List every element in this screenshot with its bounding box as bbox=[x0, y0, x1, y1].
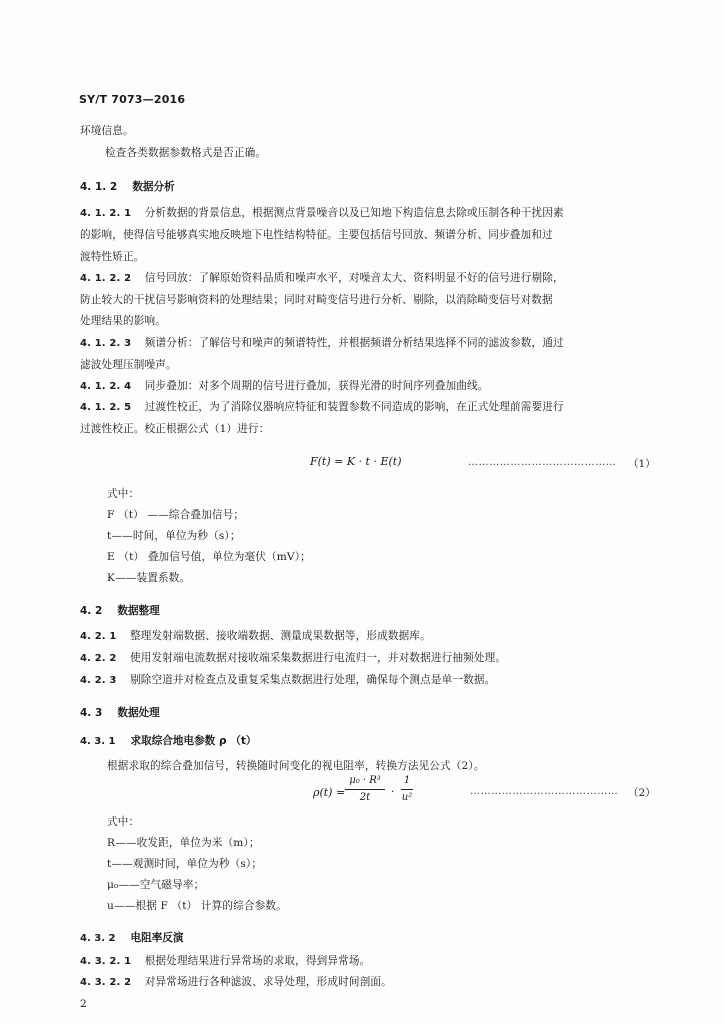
clause-text: 整理发射端数据、接收端数据、测量成果数据等，形成数据库。 bbox=[130, 630, 431, 642]
paragraph-line: 环境信息。 bbox=[80, 125, 134, 137]
fraction-numerator: μ₀ · R³ bbox=[349, 775, 381, 786]
fraction-denominator: u² bbox=[401, 792, 413, 803]
clause-4-1-2-4 bbox=[80, 378, 489, 393]
symbol-definition: t——观测时间，单位为秒（s）； bbox=[107, 858, 263, 870]
clause-4-1-2-1 bbox=[80, 205, 564, 220]
paragraph-line: 根据求取的综合叠加信号，转换随时间变化的视电阻率，转换方法见公式（2）。 bbox=[107, 760, 485, 772]
clause-4-2-2 bbox=[80, 650, 506, 665]
section-title: 数据整理 bbox=[117, 605, 160, 617]
clause-number: 4. 1. 2. 1 bbox=[80, 208, 132, 219]
standard-code: SY/T 7073—2016 bbox=[79, 93, 186, 106]
symbol-definition: E （t） 叠加信号值，单位为毫伏（mV）； bbox=[107, 551, 311, 563]
paragraph-line: 过渡性校正。校正根据公式（1）进行： bbox=[80, 423, 270, 435]
section-number: 4. 1. 2 bbox=[80, 181, 118, 193]
clause-number: 4. 2. 1 bbox=[80, 631, 117, 642]
paragraph-line: 防止较大的干扰信号影响资料的处理结果；同时对畸变信号进行分析、剔除，以消除畸变信号对数据 bbox=[80, 294, 553, 306]
fraction-bar bbox=[401, 789, 413, 790]
equation-lhs: ρ(t) = bbox=[313, 786, 346, 799]
fraction-denominator: 2t bbox=[359, 792, 371, 803]
section-number: 4. 3. 1 bbox=[80, 736, 116, 747]
clause-4-1-2-5 bbox=[80, 399, 564, 414]
clause-4-1-2-3 bbox=[80, 335, 564, 350]
section-title: 数据分析 bbox=[132, 181, 175, 193]
equation-number: （2） bbox=[628, 787, 656, 799]
clause-number: 4. 2. 2 bbox=[80, 653, 117, 664]
clause-number: 4. 1. 2. 3 bbox=[80, 338, 132, 349]
symbol-definition: t——时间，单位为秒（s）； bbox=[107, 530, 241, 542]
fraction-numerator: 1 bbox=[403, 775, 411, 786]
clause-text: 信号回放：了解原始资料品质和噪声水平，对噪音太大、资料明显不好的信号进行剔除， bbox=[144, 272, 564, 284]
fraction-bar bbox=[345, 789, 385, 790]
clause-number: 4. 1. 2. 4 bbox=[80, 381, 132, 392]
symbol-definition: μ₀——空气磁导率； bbox=[107, 879, 205, 891]
symbol-definition: K——装置系数。 bbox=[107, 572, 191, 584]
clause-text: 频谱分析：了解信号和噪声的频谱特性，并根据频谱分析结果选择不同的滤波参数，通过 bbox=[144, 337, 564, 349]
clause-4-2-1 bbox=[80, 628, 431, 643]
equation-number: （1） bbox=[628, 458, 656, 470]
clause-number: 4. 3. 2. 1 bbox=[80, 956, 132, 967]
equation-1: F(t) = K · t · E(t) bbox=[310, 455, 402, 468]
paragraph-line: 处理结果的影响。 bbox=[80, 315, 166, 327]
clause-number: 4. 3. 2. 2 bbox=[80, 977, 132, 988]
clause-text: 对异常场进行各种滤波、求导处理，形成时间剖面。 bbox=[144, 976, 392, 988]
clause-4-1-2-2 bbox=[80, 270, 564, 285]
section-number: 4. 2 bbox=[80, 605, 103, 617]
equation-leader: …………………………………… bbox=[470, 786, 619, 797]
symbol-definition: F （t） ——综合叠加信号； bbox=[107, 509, 245, 521]
clause-text: 使用发射端电流数据对接收端采集数据进行电流归一，并对数据进行抽频处理。 bbox=[130, 652, 507, 664]
section-heading-4-3-2 bbox=[80, 926, 184, 945]
paragraph-line: 检查各类数据参数格式是否正确。 bbox=[105, 147, 267, 159]
clause-text: 分析数据的背景信息，根据测点背景噪音以及已知地下构造信息去除或压制各种干扰因素 bbox=[144, 207, 564, 219]
symbol-definition: u——根据 F （t） 计算的综合参数。 bbox=[107, 900, 287, 912]
section-title: 数据处理 bbox=[117, 707, 160, 719]
equation-leader: …………………………………… bbox=[468, 457, 617, 468]
clause-number: 4. 1. 2. 5 bbox=[80, 402, 132, 413]
paragraph-line: 滤波处理压制噪声。 bbox=[80, 359, 177, 371]
clause-4-2-3 bbox=[80, 672, 495, 687]
section-title: 求取综合地电参数 ρ （t） bbox=[130, 735, 257, 747]
section-heading-4-3 bbox=[80, 701, 160, 720]
clause-text: 同步叠加：对多个周期的信号进行叠加，获得光滑的时间序列叠加曲线。 bbox=[144, 380, 489, 392]
clause-text: 剔除空道并对检查点及重复采集点数据进行处理，确保每个测点是单一数据。 bbox=[130, 674, 496, 686]
clause-text: 根据处理结果进行异常场的求取，得到异常场。 bbox=[144, 955, 371, 967]
clause-number: 4. 2. 3 bbox=[80, 675, 117, 686]
clause-number: 4. 1. 2. 2 bbox=[80, 273, 132, 284]
page-number: 2 bbox=[80, 998, 87, 1010]
section-number: 4. 3. 2 bbox=[80, 933, 116, 944]
section-heading-4-2 bbox=[80, 599, 160, 618]
symbol-definition: R——收发距，单位为米（m）； bbox=[107, 837, 260, 849]
clause-text: 过渡性校正，为了消除仪器响应特征和装置参数不同造成的影响，在正式处理前需要进行 bbox=[144, 401, 564, 413]
multiply-dot: · bbox=[391, 785, 395, 798]
clause-4-3-2-1 bbox=[80, 953, 370, 968]
paragraph-line: 渡特性矫正。 bbox=[80, 251, 145, 263]
section-heading-4-3-1 bbox=[80, 729, 257, 748]
section-heading-4-1-2 bbox=[80, 175, 175, 194]
where-label: 式中： bbox=[107, 816, 140, 828]
section-number: 4. 3 bbox=[80, 707, 103, 719]
clause-4-3-2-2 bbox=[80, 974, 392, 989]
where-label: 式中： bbox=[107, 488, 140, 500]
paragraph-line: 的影响，使得信号能够真实地反映地下电性结构特征。主要包括信号回放、频谱分析、同步叠加和过 bbox=[80, 229, 553, 241]
section-title: 电阻率反演 bbox=[130, 932, 184, 944]
